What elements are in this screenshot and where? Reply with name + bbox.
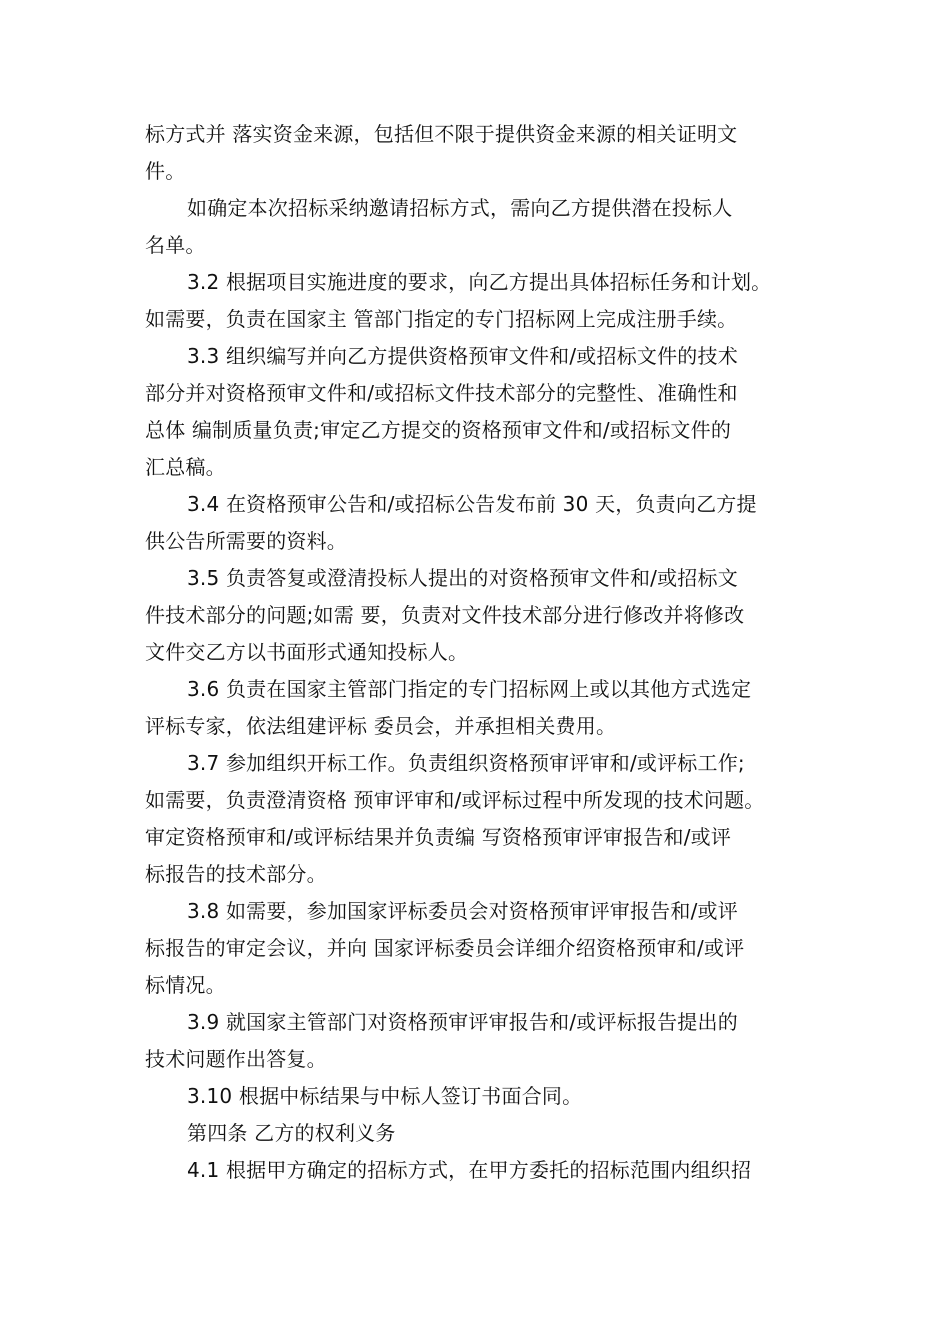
text-line: 标情况。: [145, 973, 226, 997]
text-line: 评标专家，依法组建评标 委员会，并承担相关费用。: [145, 714, 617, 738]
clause-3-6: 3.6 负责在国家主管部门指定的专门招标网上或以其他方式选定: [187, 677, 752, 701]
clause-4-1: 4.1 根据甲方确定的招标方式，在甲方委托的招标范围内组织招: [187, 1158, 752, 1182]
text-line: 标报告的审定会议，并向 国家评标委员会详细介绍资格预审和/或评: [145, 936, 745, 960]
text-line: 文件交乙方以书面形式通知投标人。: [145, 640, 469, 664]
text-line: 汇总稿。: [145, 455, 226, 479]
paragraph-start: 如确定本次招标采纳邀请招标方式，需向乙方提供潜在投标人: [187, 196, 733, 220]
text-line: 审定资格预审和/或评标结果并负责编 写资格预审评审报告和/或评: [145, 825, 732, 849]
clause-3-10: 3.10 根据中标结果与中标人签订书面合同。: [187, 1084, 583, 1108]
text-line: 标报告的技术部分。: [145, 862, 327, 886]
article-4-heading: 第四条 乙方的权利义务: [187, 1121, 396, 1145]
clause-3-5: 3.5 负责答复或澄清投标人提出的对资格预审文件和/或招标文: [187, 566, 738, 590]
text-line: 技术问题作出答复。: [145, 1047, 327, 1071]
clause-3-3: 3.3 组织编写并向乙方提供资格预审文件和/或招标文件的技术: [187, 344, 738, 368]
text-line: 如需要，负责在国家主 管部门指定的专门招标网上完成注册手续。: [145, 307, 738, 331]
clause-3-4: 3.4 在资格预审公告和/或招标公告发布前 30 天，负责向乙方提: [187, 492, 757, 516]
text-line: 如需要，负责澄清资格 预审评审和/或评标过程中所发现的技术问题。: [145, 788, 765, 812]
clause-3-8: 3.8 如需要，参加国家评标委员会对资格预审评审报告和/或评: [187, 899, 738, 923]
text-line: 件技术部分的问题;如需 要，负责对文件技术部分进行修改并将修改: [145, 603, 745, 627]
text-line: 部分并对资格预审文件和/或招标文件技术部分的完整性、准确性和: [145, 381, 738, 405]
clause-3-2: 3.2 根据项目实施进度的要求，向乙方提出具体招标任务和计划。: [187, 270, 772, 294]
text-line: 名单。: [145, 233, 206, 257]
clause-3-9: 3.9 就国家主管部门对资格预审评审报告和/或评标报告提出的: [187, 1010, 738, 1034]
text-line: 供公告所需要的资料。: [145, 529, 347, 553]
text-line: 标方式并 落实资金来源，包括但不限于提供资金来源的相关证明文: [145, 122, 738, 146]
document-body: [145, 116, 810, 1189]
text-line: 总体 编制质量负责;审定乙方提交的资格预审文件和/或招标文件的: [145, 418, 732, 442]
clause-3-7: 3.7 参加组织开标工作。负责组织资格预审评审和/或评标工作;: [187, 751, 745, 775]
text-line: 件。: [145, 159, 186, 183]
